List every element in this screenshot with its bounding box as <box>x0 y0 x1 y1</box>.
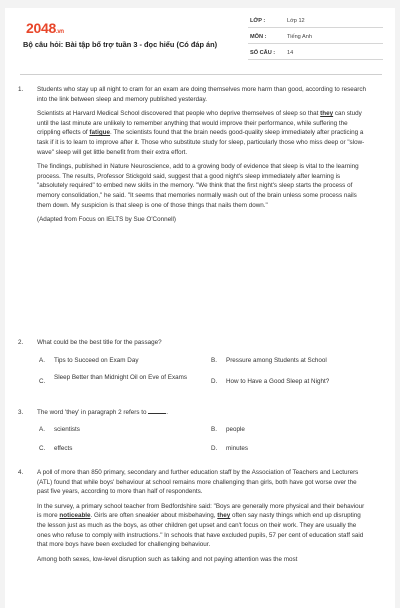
highlighted-word-noticeable: noticeable <box>59 512 91 520</box>
q2-option-c[interactable]: C. Sleep Better than Midnight Oil on Eve of Exams <box>39 374 188 385</box>
document-page <box>5 8 395 608</box>
passage-paragraph-1: Students who stay up all night to cram for an exam are doing themselves more harm than good, according to research into the link between sleep and memory published yesterday. <box>37 86 367 103</box>
question-text: What could be the best title for the passage? <box>37 339 162 346</box>
passage-paragraph-3: The findings, published in Nature Neuroscience, add to a growing body of evidence that sleep is vital to the learning process. The results, Professor Stickgold said, suggest that a good night's sleep immediately after learning is "absolutely required" to embed new skills in the memory. "We think that the first night's sleep starts the process of memory consolidation," he said. "It seems that memories normally wash out of the brain unless some process nails them down. My suspicion is that sleep is one of those things that nails them down." <box>37 163 359 209</box>
passage-paragraph-2: In the survey, a primary school teacher from Bedfordshire said: "Boys are generally more physical and their behaviour is more noticeable. Girls are often sneakier about misbehaving, they often say nasty things which end up disrupting the lesson just as much as the boys, as other children get upset and can't focus on their work. They are usually the ones who refuse to comply with instructions." In schools that have excluded pupils, 57 per cent of education staff said that more boys have been excluded for challenging behaviour. <box>37 502 365 549</box>
meta-subject: MÔN : Tiếng Anh <box>248 32 383 44</box>
header-divider <box>20 74 382 75</box>
question-text: The word 'they' in paragraph 2 refers to . <box>37 409 169 416</box>
q2-option-d[interactable]: D. How to Have a Good Sleep at Night? <box>211 378 330 385</box>
answer-blank <box>148 413 166 414</box>
meta-class: LỚP : Lớp 12 <box>248 16 383 28</box>
passage-paragraph-3: Among both sexes, low-level disruption such as talking and not paying attention was the most <box>37 555 298 563</box>
question-number: 2. <box>18 339 24 346</box>
question-1 <box>18 85 368 230</box>
highlighted-word-fatigue: fatigue <box>89 129 111 137</box>
passage-source: (Adapted from Focus on IELTS by Sue O'Connell) <box>37 216 176 224</box>
page-header <box>5 8 395 66</box>
question-number: 3. <box>18 409 24 416</box>
highlighted-word-they: they <box>320 110 334 118</box>
q3-option-d[interactable]: D. minutes <box>211 445 249 452</box>
question-3 <box>18 408 368 418</box>
passage-paragraph-2: Scientists at Harvard Medical School discovered that people who deprive themselves of sleep so that they can study until the last minute are unlikely to remember anything that would improve their performance, while suffering the crippling effects of fatigue. The scientists found that the brain needs good-quality sleep immediately after practicing a task if it is to learn to improve after it. Those who substitute study for sleep, particularly those who miss deep or "slow-wave" sleep will get little benefit from their extra effort. <box>37 110 365 156</box>
q3-option-c[interactable]: C. effects <box>39 445 73 452</box>
q2-option-b[interactable]: B. Pressure among Students at School <box>211 357 327 364</box>
question-number: 1. <box>18 86 24 93</box>
site-logo[interactable]: 2048.vn <box>26 20 64 36</box>
passage-paragraph-1: A poll of more than 850 primary, secondary and further education staff by the Association of Teachers and Lecturers (ATL) found that while boys' behaviour at school remains more challenging than girls, both have got worse over the past five years, according to more than half of respondents. <box>37 469 359 496</box>
document-title: Bộ câu hỏi: Bài tập bổ trợ tuần 3 - đọc hiểu (Có đáp án) <box>23 40 218 49</box>
q3-option-a[interactable]: A. scientists <box>39 426 80 433</box>
q3-option-b[interactable]: B. people <box>211 426 245 433</box>
meta-question-count: SỐ CÂU : 14 <box>248 48 383 60</box>
question-4 <box>18 468 368 569</box>
question-number: 4. <box>18 469 24 476</box>
question-2 <box>18 338 368 348</box>
q2-option-a[interactable]: A. Tips to Succeed on Exam Day <box>39 357 139 364</box>
highlighted-word-they: they <box>217 512 231 520</box>
